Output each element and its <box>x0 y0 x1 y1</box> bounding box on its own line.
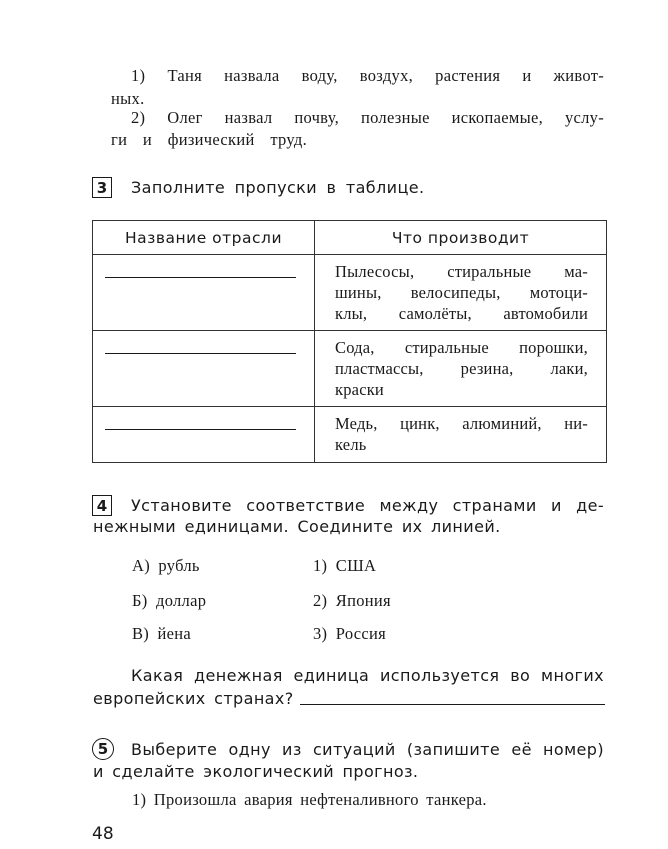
fill-in-line[interactable] <box>105 277 296 278</box>
answer-line[interactable] <box>300 704 605 705</box>
page-number: 48 <box>92 824 114 844</box>
task-4-prompt-line-2: нежными единицами. Соедините их линией. <box>93 517 501 536</box>
intro-item-2-line-2: ги и физический труд. <box>111 130 307 149</box>
task-5-number-circle: 5 <box>92 738 114 760</box>
header-what-produces: Что производит <box>315 221 607 255</box>
table-row <box>93 407 607 463</box>
industry-blank-cell[interactable] <box>93 407 315 463</box>
table-header-row <box>93 221 607 255</box>
task-3-prompt: Заполните пропуски в таблице. <box>131 178 425 197</box>
country-item-1[interactable]: 1) США <box>313 556 377 575</box>
products-line: Медь, цинк, алюминий, ни- <box>335 414 588 433</box>
industry-blank-cell[interactable] <box>93 331 315 407</box>
task-3-number-box: 3 <box>92 177 112 198</box>
products-line: шины, велосипеды, мотоци- <box>335 283 588 302</box>
intro-item-1-line-1: 1) Таня назвала воду, воздух, растения и живот- <box>131 66 604 85</box>
country-item-2[interactable]: 2) Япония <box>313 591 391 610</box>
task-4-question-line-1: Какая денежная единица используется во многих <box>131 666 604 685</box>
products-cell <box>315 407 607 463</box>
table-row <box>93 255 607 331</box>
products-line: краски <box>335 380 384 399</box>
products-line: Пылесосы, стиральные ма- <box>335 262 588 281</box>
currency-item-a[interactable]: А) рубль <box>132 556 200 575</box>
task-4-prompt-line-1: Установите соответствие между странами и де- <box>131 496 604 515</box>
currency-item-c[interactable]: В) йена <box>132 624 192 643</box>
products-line: клы, самолёты, автомобили <box>335 304 588 323</box>
products-cell <box>315 255 607 331</box>
situation-1: 1) Произошла авария нефтеналивного танкера. <box>132 790 487 809</box>
intro-item-1-line-2: ных. <box>111 89 145 108</box>
products-line: пластмассы, резина, лаки, <box>335 359 588 378</box>
fill-in-line[interactable] <box>105 429 296 430</box>
industry-table <box>92 220 607 463</box>
country-item-3[interactable]: 3) Россия <box>313 624 387 643</box>
industry-blank-cell[interactable] <box>93 255 315 331</box>
intro-item-2-line-1: 2) Олег назвал почву, полезные ископаемые, услу- <box>131 108 604 127</box>
fill-in-line[interactable] <box>105 353 296 354</box>
currency-item-b[interactable]: Б) доллар <box>132 591 207 610</box>
products-line: Сода, стиральные порошки, <box>335 338 588 357</box>
task-4-number-box: 4 <box>92 495 112 516</box>
products-cell <box>315 331 607 407</box>
table-row <box>93 331 607 407</box>
task-5-prompt-line-2: и сделайте экологический прогноз. <box>93 762 419 781</box>
task-4-question-line-2: европейских странах? <box>93 689 294 708</box>
task-5-prompt-line-1: Выберите одну из ситуаций (запишите её номер) <box>131 740 604 759</box>
header-industry-name: Название отрасли <box>93 221 315 255</box>
products-line: кель <box>335 435 367 454</box>
